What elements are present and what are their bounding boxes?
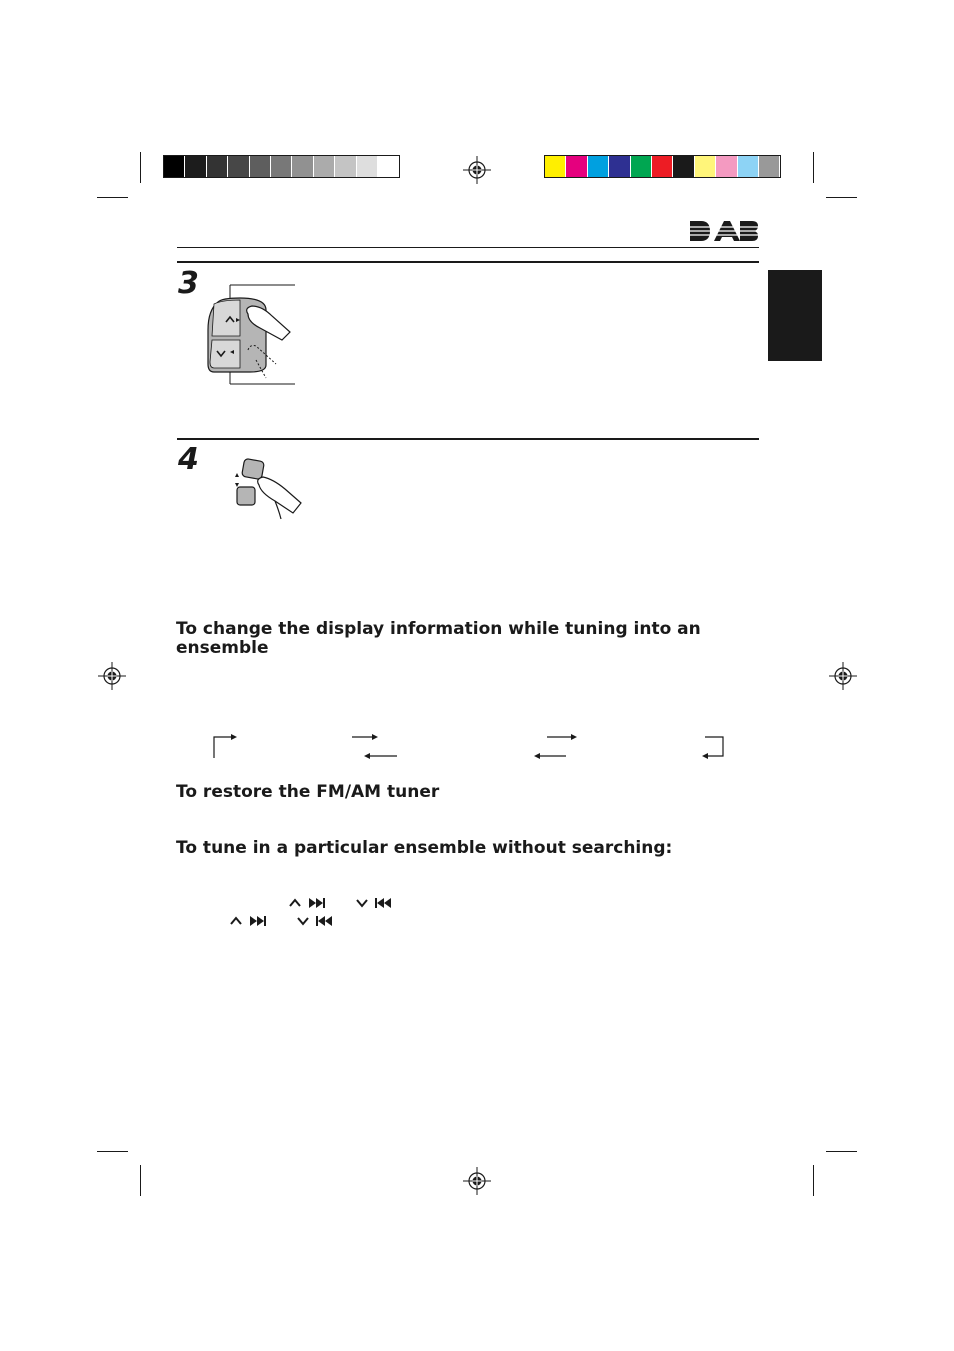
crop-mark-top-right-v	[813, 152, 814, 183]
seek-button-illustration	[200, 280, 300, 390]
down-prev-icon	[355, 896, 401, 910]
gray-swatch	[164, 156, 185, 177]
step-4-number: 4	[178, 442, 199, 477]
color-swatch	[609, 156, 630, 177]
gray-swatch	[271, 156, 292, 177]
registration-target-icon	[98, 662, 126, 690]
crop-mark-top-right-h	[826, 197, 857, 198]
color-swatch	[652, 156, 673, 177]
language-side-tab	[768, 270, 822, 361]
display-cycle-arrows	[205, 728, 735, 764]
color-swatch	[695, 156, 716, 177]
gray-swatch	[335, 156, 356, 177]
display-info-heading: To change the display information while tuning into an ensemble	[176, 619, 701, 658]
color-swatch	[673, 156, 694, 177]
color-swatch	[759, 156, 780, 177]
down-prev-icon	[296, 914, 342, 928]
restore-tuner-heading: To restore the FM/AM tuner	[176, 782, 440, 802]
color-swatch	[588, 156, 609, 177]
gray-swatch	[185, 156, 206, 177]
svg-text:DAB: DAB	[724, 250, 727, 251]
registration-target-icon	[463, 156, 491, 184]
color-swatch	[716, 156, 737, 177]
crop-mark-bottom-left-h	[97, 1151, 128, 1152]
color-swatch	[631, 156, 652, 177]
registration-target-icon	[829, 662, 857, 690]
gray-swatch	[250, 156, 271, 177]
crop-mark-bottom-right-v	[813, 1165, 814, 1196]
gray-swatch	[314, 156, 335, 177]
step-3-rule	[177, 261, 759, 263]
crop-mark-top-left-h	[97, 197, 128, 198]
gray-swatch	[357, 156, 378, 177]
gray-swatch	[228, 156, 249, 177]
crop-mark-bottom-right-h	[826, 1151, 857, 1152]
gray-swatch	[292, 156, 313, 177]
up-next-icon	[229, 914, 275, 928]
dab-logo	[689, 220, 759, 251]
crop-mark-bottom-left-v	[140, 1165, 141, 1196]
registration-target-icon	[463, 1167, 491, 1195]
gray-swatch	[207, 156, 228, 177]
gray-swatch-bar	[163, 155, 400, 178]
color-swatch	[738, 156, 759, 177]
preset-button-illustration	[225, 455, 310, 525]
up-next-icon	[288, 896, 334, 910]
color-swatch	[566, 156, 587, 177]
tune-ensemble-heading: To tune in a particular ensemble without searching:	[176, 838, 673, 858]
color-swatch	[545, 156, 566, 177]
color-swatch-bar	[544, 155, 781, 178]
step-3-number: 3	[178, 266, 199, 301]
step-4-rule	[177, 438, 759, 440]
header-rule	[177, 247, 759, 248]
gray-swatch	[378, 156, 399, 177]
crop-mark-top-left-v	[140, 152, 141, 183]
